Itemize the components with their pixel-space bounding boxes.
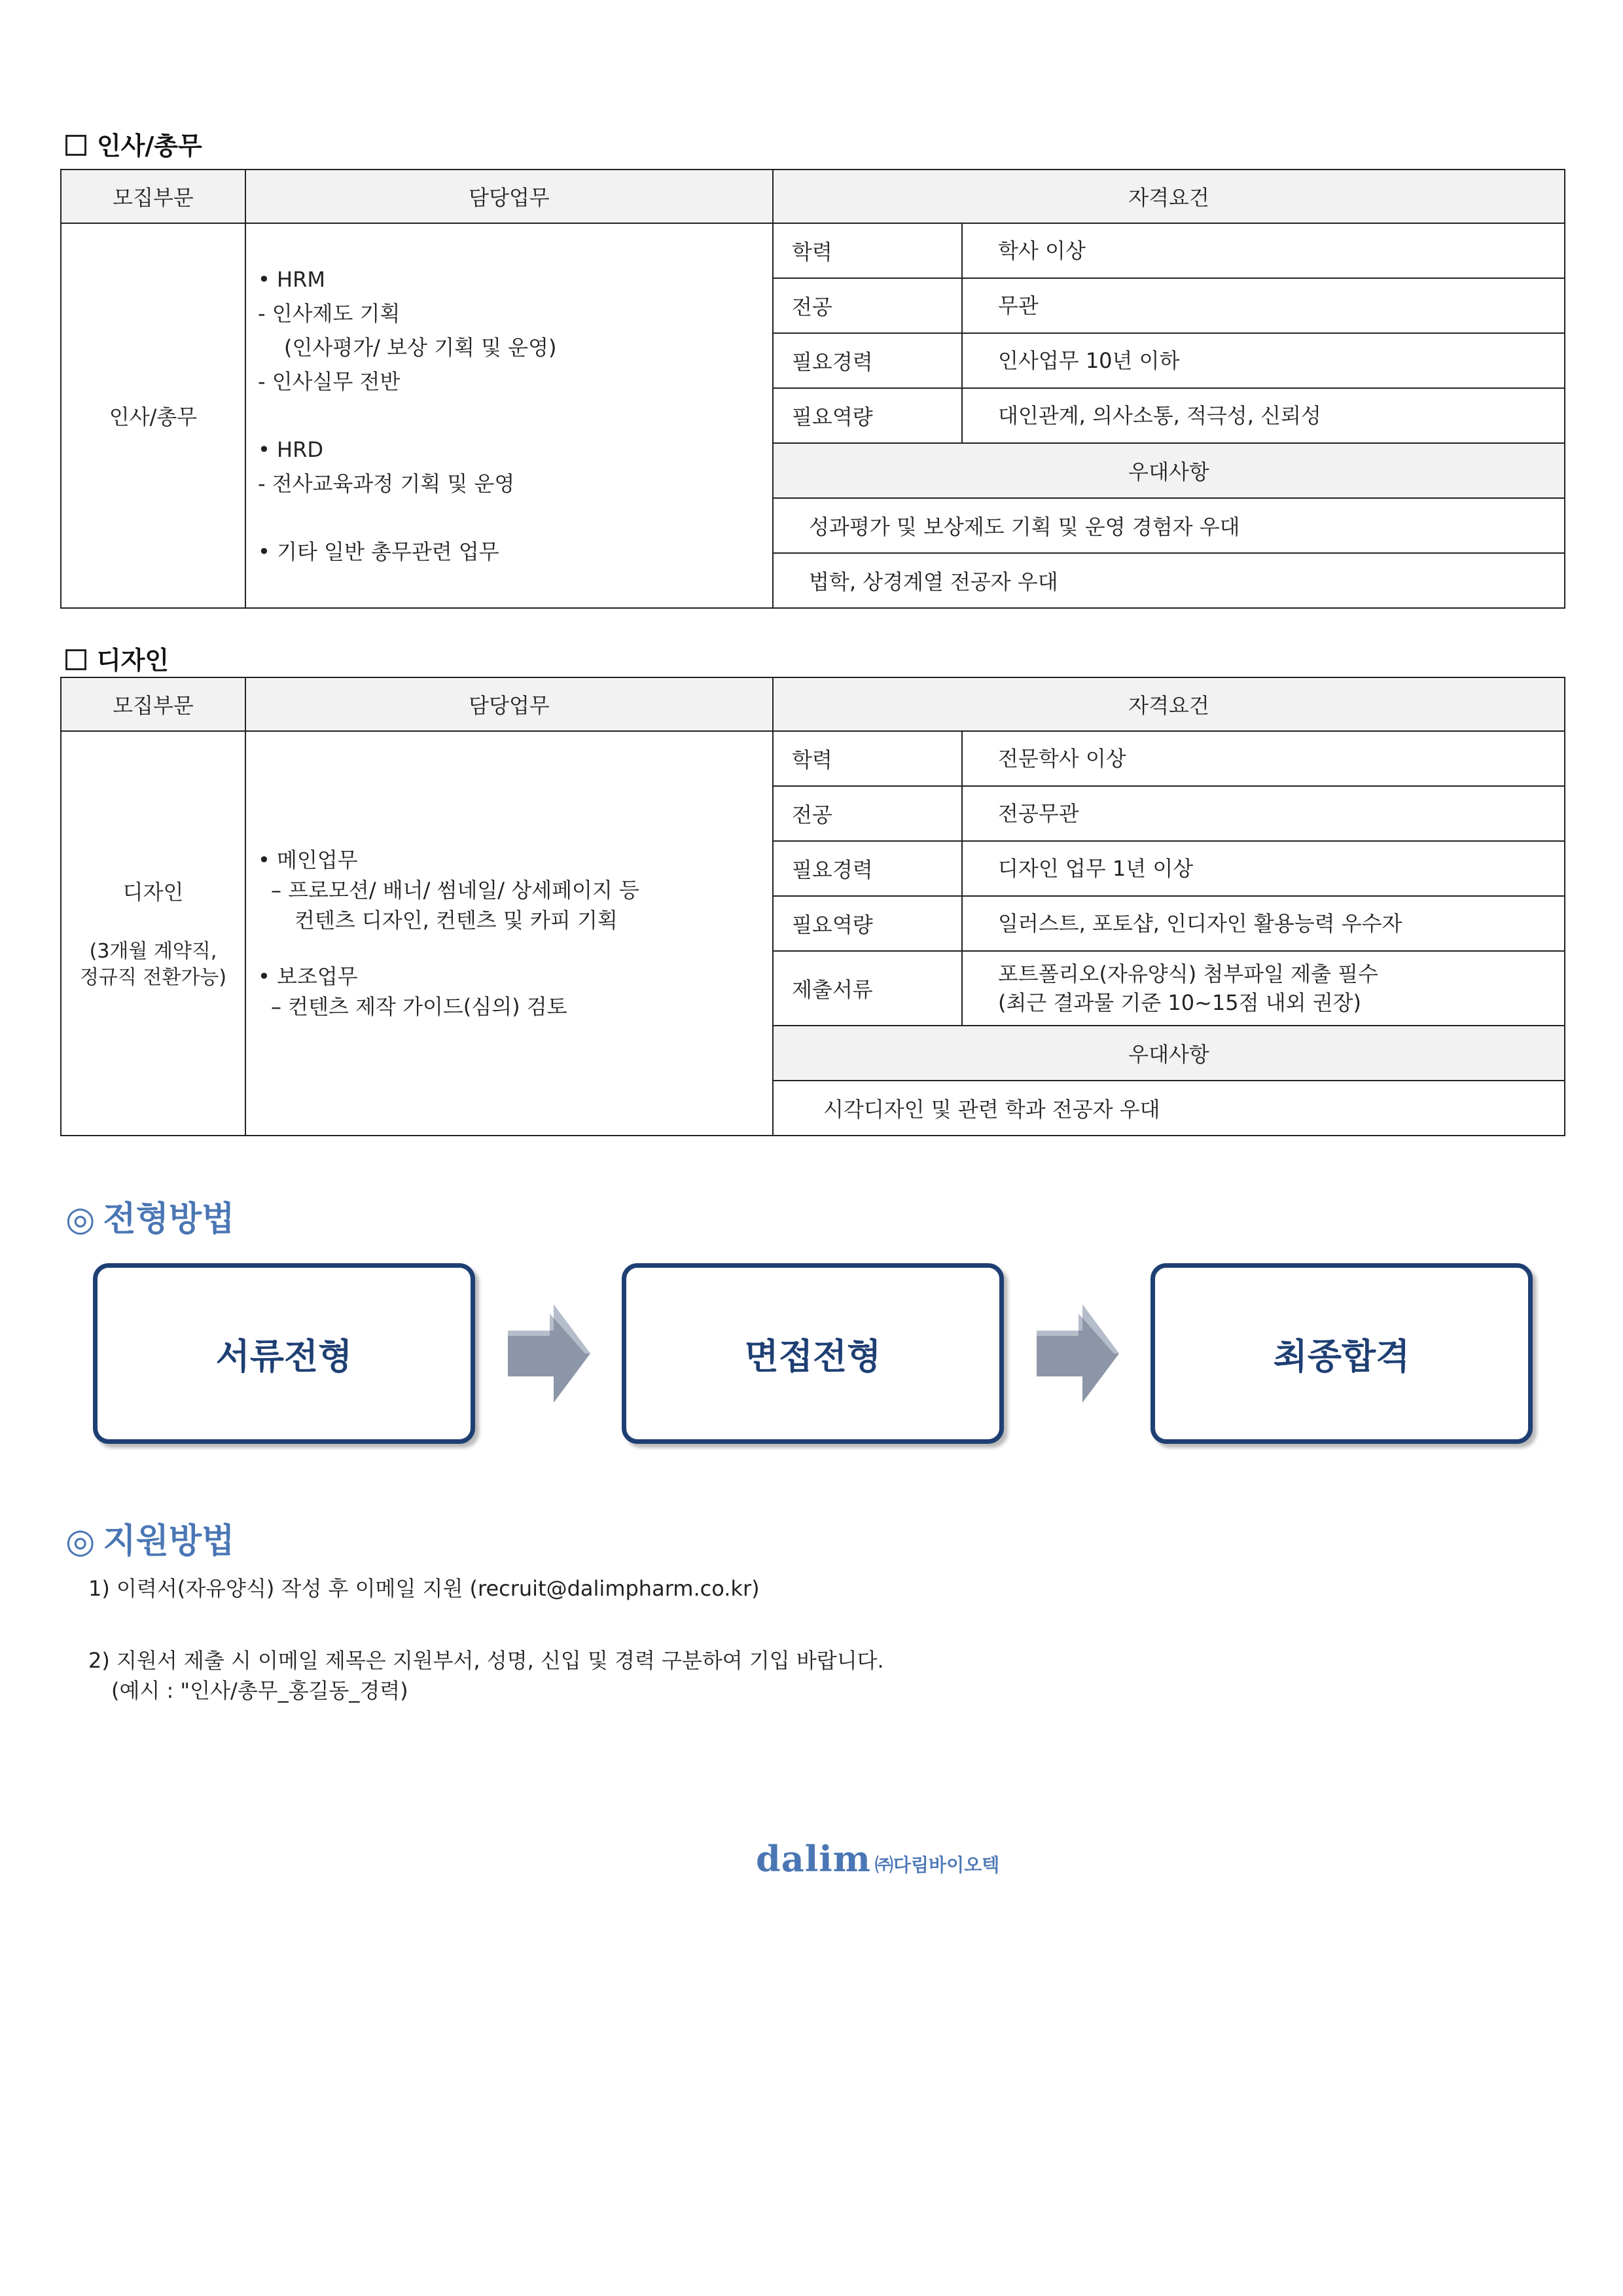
qual-key: 필요경력 [774, 841, 962, 896]
table-row [774, 841, 1564, 896]
duty-line [258, 399, 760, 433]
table-row [774, 224, 1564, 278]
apply-example: (예시 : "인사/총무_홍길동_경력) [111, 1678, 408, 1703]
dept-note: (3개월 계약직, [89, 940, 217, 963]
pref-item: 시각디자인 및 관련 학과 전공자 우대 [823, 1097, 1160, 1122]
duty-line: - 전사교육과정 기획 및 운영 [258, 471, 515, 496]
header-qual: 자격요건 [773, 677, 1565, 731]
duty-line: • 메인업무 [258, 848, 358, 872]
duty-line: • 보조업무 [258, 964, 358, 989]
double-circle-icon: ◎ [65, 1200, 96, 1239]
dept-note: 정규직 전환가능) [79, 966, 227, 989]
apply-line-1: 1) 이력서(자유양식) 작성 후 이메일 지원 (recruit@dalimpharm.co.kr) [88, 1576, 760, 1601]
table-row [774, 333, 1564, 388]
dept-name: 디자인 [122, 880, 184, 905]
qualifications-table [774, 224, 1564, 607]
table-row [774, 443, 1564, 498]
section-title-hr: 인사/총무 [65, 126, 202, 162]
header-duties: 담당업무 [245, 677, 773, 731]
checkbox-square-icon [65, 135, 86, 156]
section-title-design: 디자인 [65, 640, 169, 676]
duties-cell [245, 223, 773, 608]
table-row [774, 786, 1564, 841]
qual-value [962, 951, 1564, 1026]
header-dept: 모집부문 [61, 170, 245, 223]
checkbox-square-icon [65, 649, 86, 670]
arrow-right-icon [1037, 1304, 1119, 1403]
table-row [774, 553, 1564, 607]
pref-item: 법학, 상경계열 전공자 우대 [809, 569, 1058, 594]
pref-item: 성과평가 및 보상제도 기획 및 운영 경험자 우대 [774, 498, 1564, 553]
table-row [774, 278, 1564, 333]
apply-heading: ◎ 지원방법 [65, 1522, 235, 1561]
arrow-right-icon [508, 1304, 590, 1403]
qualifications-cell [773, 223, 1565, 608]
pref-header: 우대사항 [774, 1026, 1564, 1081]
step-document-screening: 서류전형 [93, 1263, 475, 1444]
dept-cell [61, 731, 245, 1136]
duty-line [258, 501, 760, 535]
duty-line [258, 935, 760, 961]
table-row [774, 732, 1564, 786]
qual-value: 전공무관 [962, 786, 1564, 841]
header-qual: 자격요건 [773, 170, 1565, 223]
qual-key: 제출서류 [774, 951, 962, 1026]
table-row [774, 1026, 1564, 1081]
dept-cell: 인사/총무 [61, 223, 245, 608]
qual-key: 필요역량 [774, 896, 962, 951]
step-interview: 면접전형 [622, 1263, 1004, 1444]
qualifications-table [774, 732, 1564, 1135]
qual-key: 전공 [774, 278, 962, 333]
qual-value: 대인관계, 의사소통, 적극성, 신뢰성 [962, 388, 1564, 443]
table-row [774, 498, 1564, 553]
duty-line: (인사평가/ 보상 기획 및 운영) [284, 335, 557, 360]
logo-wordmark: dalim [756, 1838, 871, 1880]
duty-line: • HRD [258, 437, 323, 462]
qual-key: 학력 [774, 732, 962, 786]
qual-key: 필요역량 [774, 388, 962, 443]
duty-line: • 기타 일반 총무관련 업무 [258, 539, 499, 564]
logo-company-name: ㈜다림바이오텍 [874, 1854, 1000, 1876]
duty-line: – 컨텐츠 제작 가이드(심의) 검토 [271, 994, 567, 1019]
qual-value: 무관 [962, 278, 1564, 333]
qual-value: 학사 이상 [962, 224, 1564, 278]
duty-line: • HRM [258, 267, 325, 292]
docs-line: (최근 결과물 기준 10~15점 내외 권장) [998, 990, 1362, 1015]
docs-line: 포트폴리오(자유양식) 첨부파일 제출 필수 [998, 961, 1378, 986]
table-row [774, 896, 1564, 951]
table-row [774, 951, 1564, 1026]
duty-line: – 프로모션/ 배너/ 썸네일/ 상세페이지 등 [271, 878, 639, 903]
double-circle-icon: ◎ [65, 1522, 96, 1561]
company-logo [756, 1838, 999, 1880]
table-row [774, 388, 1564, 443]
hr-requirements-table [60, 169, 1565, 609]
duties-cell [245, 731, 773, 1136]
table-row [774, 1081, 1564, 1135]
design-requirements-table [60, 677, 1565, 1136]
step-final-pass: 최종합격 [1150, 1263, 1533, 1444]
qual-key: 필요경력 [774, 333, 962, 388]
duty-line: 컨텐츠 디자인, 컨텐츠 및 카피 기획 [294, 908, 618, 933]
qual-key: 학력 [774, 224, 962, 278]
duty-line: - 인사제도 기획 [258, 301, 401, 326]
qualifications-cell [773, 731, 1565, 1136]
qual-value: 인사업무 10년 이하 [962, 333, 1564, 388]
qual-value: 일러스트, 포토샵, 인디자인 활용능력 우수자 [962, 896, 1564, 951]
qual-key: 전공 [774, 786, 962, 841]
process-heading: ◎ 전형방법 [65, 1200, 235, 1239]
duty-line: - 인사실무 전반 [258, 369, 401, 394]
header-dept: 모집부문 [61, 677, 245, 731]
pref-header: 우대사항 [774, 443, 1564, 498]
qual-value: 디자인 업무 1년 이상 [962, 841, 1564, 896]
apply-line-2: 2) 지원서 제출 시 이메일 제목은 지원부서, 성명, 신입 및 경력 구분하여 기입 바랍니다. [88, 1648, 884, 1673]
header-duties: 담당업무 [245, 170, 773, 223]
qual-value: 전문학사 이상 [962, 732, 1564, 786]
